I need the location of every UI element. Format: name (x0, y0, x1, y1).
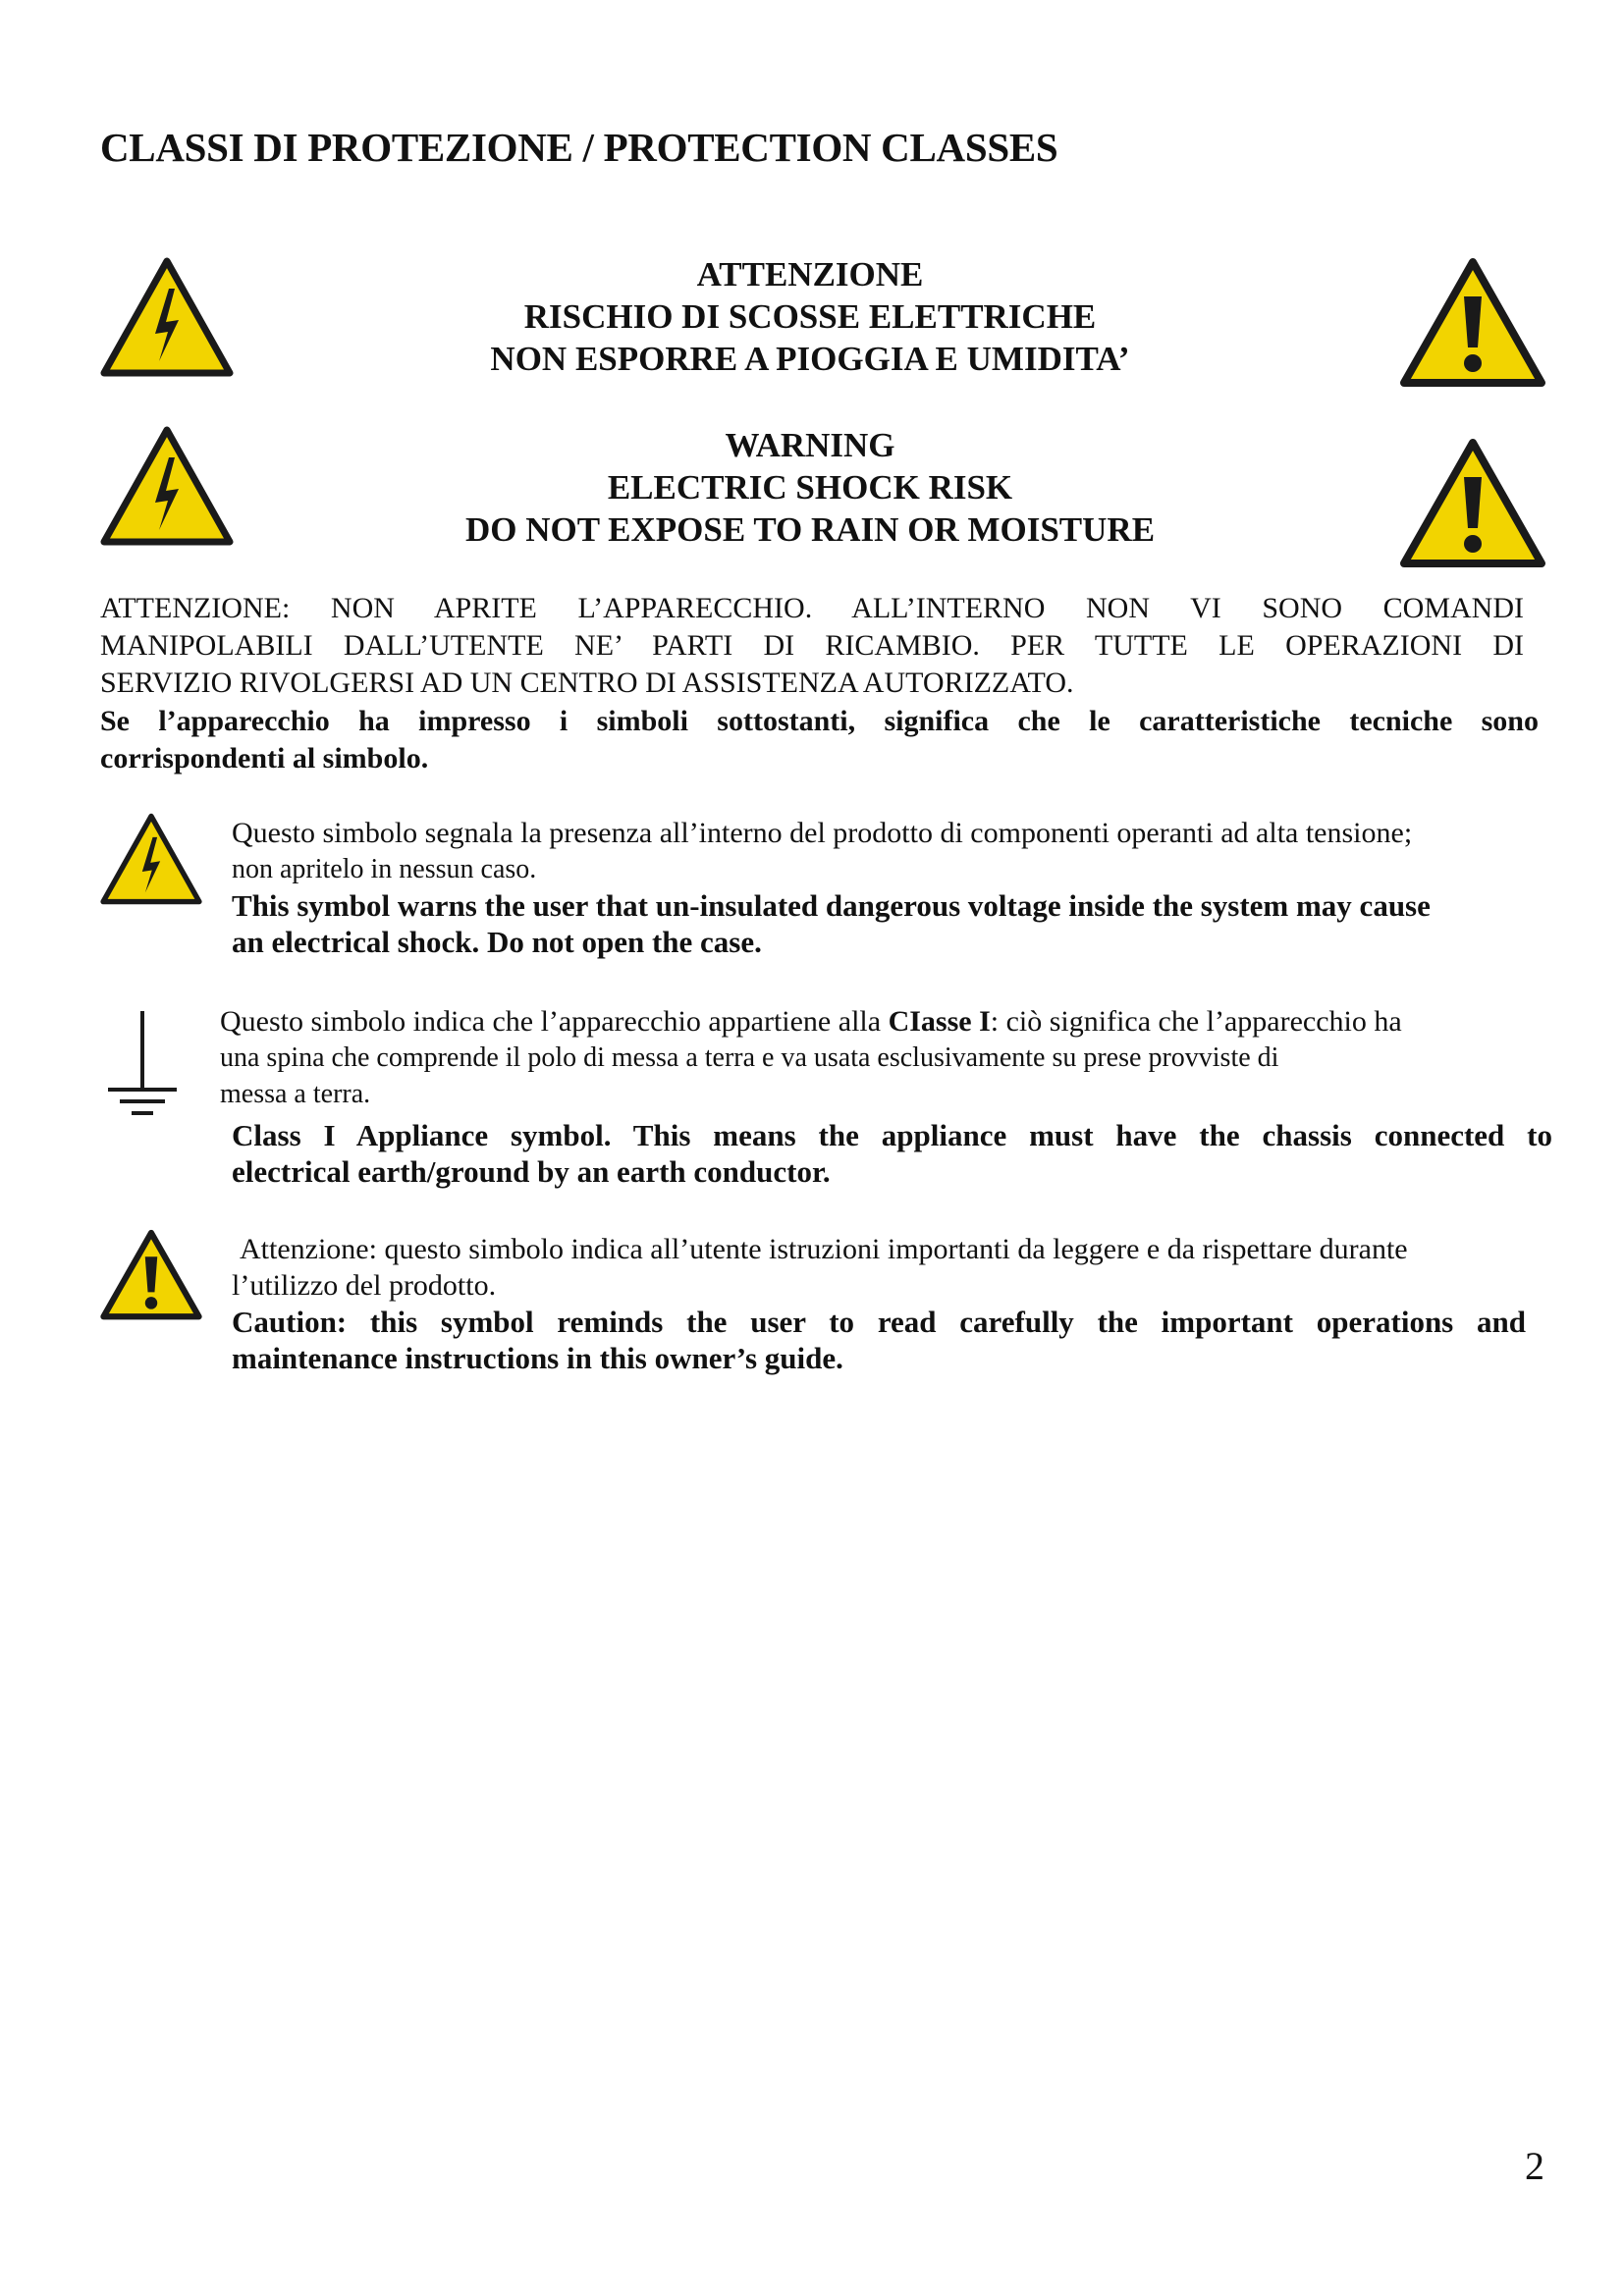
service-notice-line: SERVIZIO RIVOLGERSI AD UN CENTRO DI ASSISTENZA AUTORIZZATO. (100, 667, 1074, 699)
symbol-description-it: l’utilizzo del prodotto. (232, 1269, 497, 1302)
exclamation-warning-icon (1399, 257, 1546, 389)
symbol-description-en: electrical earth/ground by an earth conductor. (232, 1154, 831, 1189)
warning-it-line1: ATTENZIONE (696, 255, 924, 294)
symbol-description-en: maintenance instructions in this owner’s guide. (232, 1341, 843, 1375)
class-i-suffix: : ciò significa che l’apparecchio ha (990, 1005, 1402, 1038)
symbol-exclamation-description (232, 1231, 1552, 1376)
warning-en-line2: ELECTRIC SHOCK RISK (607, 468, 1013, 507)
symbols-intro-line: corrispondenti al simbolo. (100, 742, 429, 774)
class-i-label: CIasse I (888, 1005, 991, 1038)
warning-it-line2: RISCHIO DI SCOSSE ELETTRICHE (523, 297, 1097, 336)
service-notice-line: ATTENZIONE: NON APRITE L’APPARECCHIO. ALL’INTERNO NON VI SONO COMANDI (100, 592, 1524, 624)
symbol-description-it: non apritelo in nessun caso. (232, 854, 537, 884)
symbol-earth-ground-en (232, 1117, 1552, 1190)
symbols-intro (100, 703, 1539, 777)
symbol-description-en: Caution: this symbol reminds the user to read carefully the important operations and (232, 1305, 1526, 1339)
page-title: CLASSI DI PROTEZIONE / PROTECTION CLASSES (100, 125, 1058, 170)
exclamation-warning-icon (100, 1229, 202, 1321)
symbol-earth-ground-description (220, 1003, 1555, 1112)
symbol-high-voltage-description (232, 815, 1552, 960)
symbols-intro-line: Se l’apparecchio ha impresso i simboli sottostanti, significa che le caratteristiche tecniche sono (100, 705, 1539, 737)
symbol-description-it: messa a terra. (220, 1079, 371, 1109)
symbol-description-en: This symbol warns the user that un-insulated dangerous voltage inside the system may cause (232, 888, 1431, 923)
high-voltage-warning-icon (100, 257, 234, 377)
warning-it-line3: NON ESPORRE A PIOGGIA E UMIDITA’ (490, 340, 1130, 378)
exclamation-warning-icon (1399, 438, 1546, 569)
high-voltage-warning-icon (100, 426, 234, 546)
symbol-description-en: an electrical shock. Do not open the case. (232, 925, 762, 959)
warning-en-line1: WARNING (725, 426, 895, 464)
symbol-description-en: Class I Appliance symbol. This means the appliance must have the chassis connected to (232, 1118, 1552, 1152)
page-number: 2 (1525, 2144, 1544, 2188)
class-i-prefix: Questo simbolo indica che l’apparecchio appartiene alla (220, 1005, 889, 1038)
symbol-description-it: Attenzione: questo simbolo indica all’utente istruzioni importanti da leggere e da rispettare durante (240, 1233, 1408, 1265)
warning-en-line3: DO NOT EXPOSE TO RAIN OR MOISTURE (464, 510, 1156, 549)
warning-en-block (295, 424, 1326, 551)
service-notice-line: MANIPOLABILI DALL’UTENTE NE’ PARTI DI RICAMBIO. PER TUTTE LE OPERAZIONI DI (100, 629, 1524, 662)
service-notice (100, 590, 1524, 702)
high-voltage-warning-icon (100, 813, 202, 905)
warning-it-block (295, 253, 1326, 380)
earth-ground-icon (102, 1007, 183, 1117)
symbol-description-it (220, 1003, 1555, 1040)
symbol-description-it: una spina che comprende il polo di messa a terra e va usata esclusivamente su prese provviste di (220, 1042, 1279, 1073)
symbol-description-it: Questo simbolo segnala la presenza all’interno del prodotto di componenti operanti ad alta tensione; (232, 817, 1413, 849)
